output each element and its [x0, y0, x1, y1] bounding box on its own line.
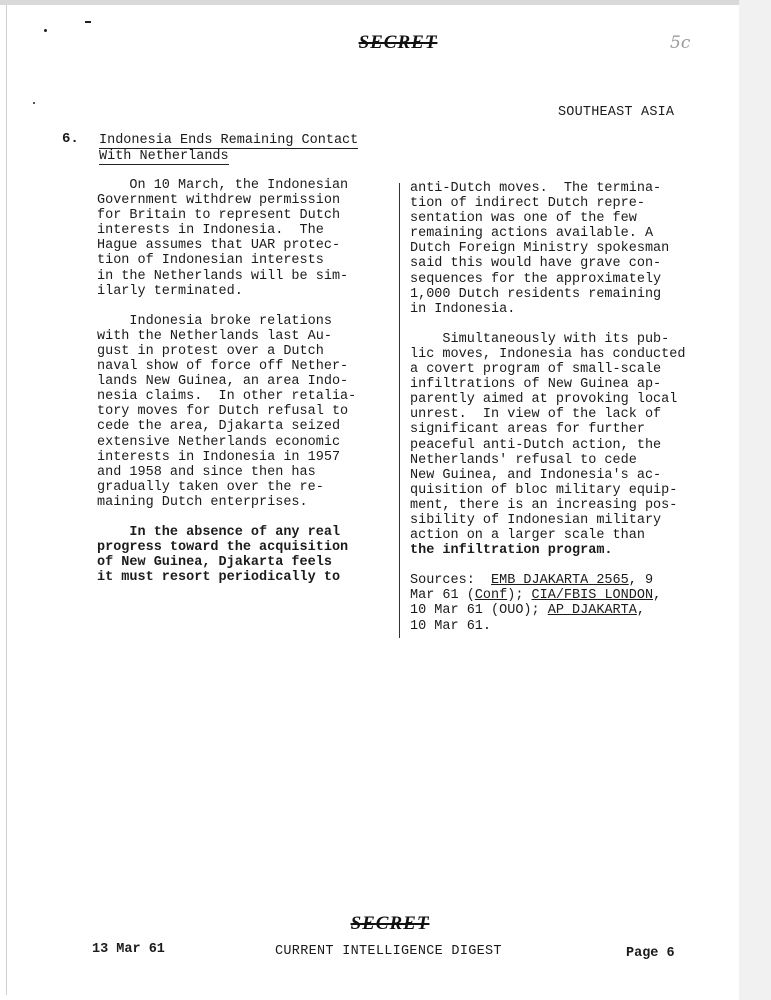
source-citation: AP DJAKARTA — [547, 603, 637, 619]
page-number: Page 6 — [626, 946, 675, 961]
text-line: unrest. In view of the lack of — [410, 407, 662, 423]
footer-date: 13 Mar 61 — [92, 942, 165, 957]
text-line: tion of Indonesian interests — [97, 253, 324, 269]
item-title-line: Indonesia Ends Remaining Contact — [99, 133, 359, 148]
text-line: ment, there is an increasing pos- — [410, 497, 678, 513]
text-line: for Britain to represent Dutch — [97, 208, 341, 224]
text-line: nesia claims. In other retalia- — [97, 389, 357, 405]
item-number: 6. — [62, 131, 79, 147]
item-title — [99, 133, 399, 165]
paragraph — [410, 181, 730, 317]
text-line: action on a larger scale than — [410, 528, 645, 544]
text-line: of New Guinea, Djakarta feels — [97, 555, 332, 571]
right-column — [410, 181, 730, 634]
text-line: quisition of bloc military equip- — [410, 482, 678, 498]
item-title-line: With Netherlands — [99, 149, 229, 164]
paragraph — [97, 525, 397, 585]
paragraph — [97, 178, 397, 299]
source-citation-detail: ); — [507, 588, 532, 604]
text-line: lic moves, Indonesia has conducted — [410, 346, 686, 362]
text-line: a covert program of small-scale — [410, 362, 662, 378]
region-label: SOUTHEAST ASIA — [558, 105, 675, 120]
text-line: New Guinea, and Indonesia's ac- — [410, 467, 662, 483]
text-line: infiltrations of New Guinea ap- — [410, 377, 662, 393]
text-line: extensive Netherlands economic — [97, 434, 341, 450]
source-citation-detail: 10 Mar 61 (OUO); — [410, 603, 548, 619]
text-line: cede the area, Djakarta seized — [97, 419, 341, 435]
text-line: remaining actions available. A — [410, 226, 654, 242]
sources-label: Sources: — [410, 573, 475, 589]
text-line: with the Netherlands last Au- — [97, 328, 332, 344]
text-line: tory moves for Dutch refusal to — [97, 404, 349, 420]
scan-mark — [85, 21, 91, 23]
text-line: progress toward the acquisition — [97, 540, 349, 556]
source-citation: EMB DJAKARTA 2565 — [491, 573, 629, 589]
text-line: Government withdrew permission — [97, 193, 341, 209]
text-line: peaceful anti-Dutch action, the — [410, 437, 662, 453]
text-line: 1,000 Dutch residents remaining — [410, 286, 662, 302]
text-line: in the Netherlands will be sim- — [97, 268, 349, 284]
text-line: ilarly terminated. — [97, 283, 243, 299]
text-line: gust in protest over a Dutch — [97, 343, 324, 359]
page-left-edge — [6, 5, 7, 995]
text-line: it must resort periodically to — [97, 570, 341, 586]
text-line: sentation was one of the few — [410, 211, 637, 227]
text-line: Indonesia broke relations — [97, 313, 332, 329]
source-citation-detail: Mar 61 ( — [410, 588, 475, 604]
scan-speck — [44, 29, 47, 32]
column-divider — [399, 183, 400, 638]
text-line: significant areas for further — [410, 422, 645, 438]
sources-line — [410, 603, 730, 618]
text-line: maining Dutch enterprises. — [97, 494, 308, 510]
scan-top-edge — [0, 0, 771, 5]
text-line: gradually taken over the re- — [97, 479, 324, 495]
source-citation-detail: , — [636, 603, 645, 619]
text-line: interests in Indonesia in 1957 — [97, 449, 341, 465]
text-line: lands New Guinea, an area Indo- — [97, 374, 349, 390]
sources-block — [410, 573, 730, 633]
paragraph — [410, 332, 730, 558]
text-line: In the absence of any real — [97, 524, 341, 540]
text-line: and 1958 and since then has — [97, 464, 316, 480]
text-line: parently aimed at provoking local — [410, 392, 678, 408]
text-line: tion of indirect Dutch repre- — [410, 196, 645, 212]
text-line: interests in Indonesia. The — [97, 223, 324, 239]
sources-line — [410, 573, 730, 588]
classification-header: SECRET — [358, 32, 438, 53]
text-line: the infiltration program. — [410, 543, 613, 559]
sources-line — [410, 588, 730, 603]
text-line: naval show of force off Nether- — [97, 359, 349, 375]
classification-footer: SECRET — [350, 913, 430, 934]
handwritten-annotation: 5c — [670, 33, 691, 53]
text-line: Hague assumes that UAR protec- — [97, 238, 341, 254]
text-line: Netherlands' refusal to cede — [410, 452, 637, 468]
scan-speck — [33, 102, 35, 104]
sources-line: 10 Mar 61. — [410, 618, 492, 634]
text-line: On 10 March, the Indonesian — [97, 178, 349, 193]
source-classification: Conf — [474, 588, 508, 604]
left-column — [97, 178, 397, 585]
source-citation: CIA/FBIS LONDON — [531, 588, 654, 604]
text-line: sibility of Indonesian military — [410, 512, 662, 528]
paragraph — [97, 314, 397, 510]
footer-title: CURRENT INTELLIGENCE DIGEST — [275, 944, 502, 959]
source-citation-detail: , — [653, 588, 662, 604]
text-line: Dutch Foreign Ministry spokesman — [410, 241, 670, 257]
text-line: anti-Dutch moves. The termina- — [410, 181, 662, 196]
text-line: in Indonesia. — [410, 301, 516, 317]
text-line: said this would have grave con- — [410, 256, 662, 272]
scan-right-margin — [739, 0, 771, 1000]
source-citation-detail: , 9 — [628, 573, 654, 589]
text-line: Simultaneously with its pub- — [410, 331, 670, 347]
text-line: sequences for the approximately — [410, 271, 662, 287]
